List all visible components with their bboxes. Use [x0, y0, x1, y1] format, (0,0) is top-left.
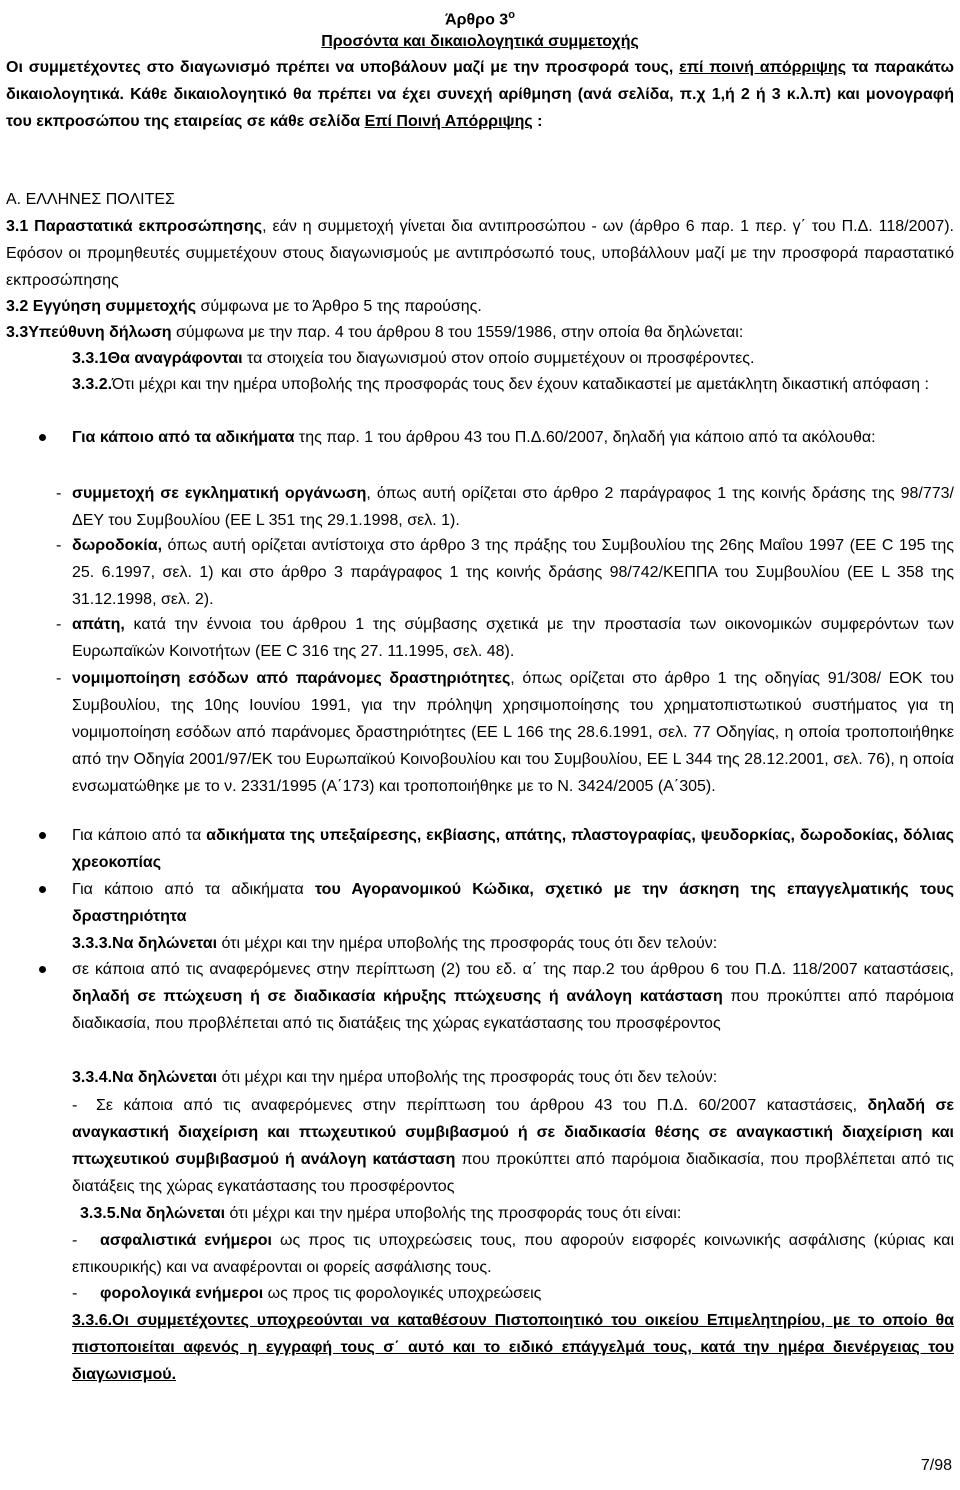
bullet-item-offenses: Για κάποιο από τα αδικήματα της παρ. 1 του άρθρου 43 του Π.Δ.60/2007, δηλαδή για κάποιο από τα ακόλουθα:	[72, 429, 876, 446]
bullet-icon	[39, 832, 46, 839]
paragraph-3-3-5: 3.3.5.Να δηλώνεται ότι μέχρι και την ημέρα υποβολής της προσφοράς τους ότι είναι:	[80, 1205, 682, 1222]
dash-item-insurance: ασφαλιστικά ενήμεροι ως προς τις υποχρεώσεις τους, που αφορούν εισφορές κοινωνικής ασφάλισης (κύριας και επικουρικής) και να αναφέρονται οι φορείς ασφάλισης τους.	[72, 1232, 955, 1276]
article-subtitle: Προσόντα και δικαιολογητικά συμμετοχής	[321, 33, 639, 50]
paragraph-3-3-4: 3.3.4.Να δηλώνεται ότι μέχρι και την ημέρα υποβολής της προσφοράς τους ότι δεν τελούν:	[72, 1069, 718, 1086]
paragraph-3-1: 3.1 Παραστατικά εκπροσώπησης, εάν η συμμετοχή γίνεται δια αντιπροσώπου - ων (άρθρο 6 παρ. 1 περ. γ΄ του Π.Δ. 118/2007). Εφόσον οι προμηθευτές συμμετέχουν στους διαγωνισμούς με αντιπρόσωπό τους, υποβάλλουν μαζί με την προσφορά παραστατικό εκπροσώπησης	[6, 218, 954, 289]
dash-item-fraud: απάτη, κατά την έννοια του άρθρου 1 της σύμβασης σχετικά με την προστασία των οικονομικών συμφερόντων των Ευρωπαϊκών Κοινοτήτων (ΕΕ C 316 της 27. 11.1995, σελ. 48).	[72, 616, 954, 660]
page-number: 7/98	[920, 1457, 952, 1474]
bullet-icon	[39, 886, 46, 893]
dash-marker: -	[56, 616, 62, 633]
bullet-item-market-code: Για κάποιο από τα αδικήματα του Αγορανομικού Κώδικα, σχετικό με την άσκηση της επαγγελματικής τους δραστηριότητα	[72, 881, 954, 925]
bullet-icon	[39, 434, 46, 441]
paragraph-3-3-3: 3.3.3.Να δηλώνεται ότι μέχρι και την ημέρα υποβολής της προσφοράς τους ότι δεν τελούν:	[72, 935, 718, 952]
intro-paragraph: Οι συμμετέχοντες στο διαγωνισμό πρέπει να υποβάλουν μαζί με την προσφορά τους, επί ποινή απόρριψης τα παρακάτω δικαιολογητικά. Κάθε δικαιολογητικό θα πρέπει να έχει συνεχή αρίθμηση (ανά σελίδα, π.χ 1,ή 2 ή 3 κ.λ.π) και μονογραφή του εκπροσώπου της εταιρείας σε κάθε σελίδα Επί Ποινή Απόρριψης :	[6, 59, 955, 130]
dash-marker: -	[72, 1285, 78, 1302]
paragraph-3-3: 3.3Υπεύθυνη δήλωση σύμφωνα με την παρ. 4 του άρθρου 8 του 1559/1986, στην οποία θα δηλώνεται:	[6, 324, 744, 341]
dash-marker: -	[56, 537, 62, 554]
bullet-item-embezzlement: Για κάποιο από τα αδικήματα της υπεξαίρεσης, εκβίασης, απάτης, πλαστογραφίας, ψευδορκίας, δωροδοκίας, δόλιας χρεοκοπίας	[72, 827, 955, 871]
article-heading: Άρθρο $3^o$	[445, 9, 515, 29]
dash-item-money-laundering: νομιμοποίηση εσόδων από παράνομες δραστηριότητες, όπως ορίζεται στο άρθρο 1 της οδηγίας 91/308/ ΕΟΚ του Συμβουλίου, της 10ης Ιουνίου 1991, για την πρόληψη χρησιμοποίησης του χρηματοπιστωτικού συστήματος για τη νομιμοποίηση εσόδων από παράνομες δραστηριότητες (ΕΕ L 166 της 28.6.1991, σελ. 77 Οδηγίας, η οποία τροποποιήθηκε από την Οδηγία 2001/97/ΕΚ του Ευρωπαϊκού Κοινοβουλίου και του Συμβουλίου, ΕΕ L 344 της 28.12.2001, σελ. 76), η οποία ενσωματώθηκε με το ν. 2331/1995 (Α΄173) και τροποποιήθηκε με το Ν. 3424/2005 (Α΄305).	[72, 670, 954, 795]
paragraph-3-3-1: 3.3.1Θα αναγράφονται τα στοιχεία του διαγωνισμού στον οποίο συμμετέχουν οι προσφέροντες.	[72, 350, 755, 367]
bullet-item-bankruptcy: σε κάποια από τις αναφερόμενες στην περίπτωση (2) του εδ. α΄ της παρ.2 του άρθρου 6 του Π.Δ. 118/2007 καταστάσεις, δηλαδή σε πτώχευση ή σε διαδικασία κήρυξης πτώχευσης ή ανάλογη κατάσταση που προκύπτει από παρόμοια διαδικασία, που προβλέπεται από τις διατάξεις της χώρας εγκατάστασης του προσφέροντος	[72, 961, 954, 1032]
paragraph-3-2: 3.2 Εγγύηση συμμετοχής σύμφωνα με το Άρθρο 5 της παρούσης.	[6, 298, 482, 315]
paragraph-3-3-6: 3.3.6.Οι συμμετέχοντες υποχρεούνται να καταθέσουν Πιστοποιητικό του οικείου Επιμελητηρίου, με το οποίο θα πιστοποιείται αφενός η εγγραφή τους σ΄ αυτό και το ειδικό επάγγελμά τους, κατά την ημέρα διενέργειας του διαγωνισμού.	[72, 1312, 954, 1383]
dash-marker: -	[56, 670, 62, 687]
dash-item-receivership: Σε κάποια από τις αναφερόμενες στην περίπτωση του άρθρου 43 του Π.Δ. 60/2007 καταστάσεις, δηλαδή σε αναγκαστική διαχείριση και πτωχευτικού συμβιβασμού ή σε διαδικασία θέσης σε αναγκαστική διαχείριση και πτωχευτικού συμβιβασμού ή ανάλογη κατάσταση που προκύπτει από παρόμοια διαδικασία, που προβλέπεται από τις διατάξεις της χώρας εγκατάστασης του προσφέροντος	[72, 1097, 954, 1195]
dash-item-bribery: δωροδοκία, όπως αυτή ορίζεται αντίστοιχα στο άρθρο 3 της πράξης του Συμβουλίου της 26ης Μαΐου 1997 (ΕΕ C 195 της 25. 6.1997, σελ. 1) και στο άρθρο 3 παράγραφος 1 της κοινής δράσης 98/742/ΚΕΠΠΑ του Συμβουλίου (ΕΕ L 358 της 31.12.1998, σελ. 2).	[72, 537, 954, 608]
dash-marker: -	[72, 1232, 78, 1249]
dash-marker: -	[56, 485, 62, 502]
dash-item-criminal-org: συμμετοχή σε εγκληματική οργάνωση, όπως αυτή ορίζεται στο άρθρο 2 παράγραφος 1 της κοινής δράσης της 98/773/ΔΕΥ του Συμβουλίου (ΕΕ L 351 της 29.1.1998, σελ. 1).	[72, 485, 955, 529]
paragraph-3-3-2: 3.3.2.Ότι μέχρι και την ημέρα υποβολής της προσφοράς τους δεν έχουν καταδικαστεί με αμετάκλητη δικαστική απόφαση :	[72, 376, 929, 393]
section-heading: Α. ΕΛΛΗΝΕΣ ΠΟΛΙΤΕΣ	[6, 191, 175, 208]
dash-item-tax: φορολογικά ενήμεροι ως προς τις φορολογικές υποχρεώσεις	[100, 1285, 542, 1302]
dash-marker: -	[72, 1097, 78, 1114]
bullet-icon	[39, 966, 46, 973]
